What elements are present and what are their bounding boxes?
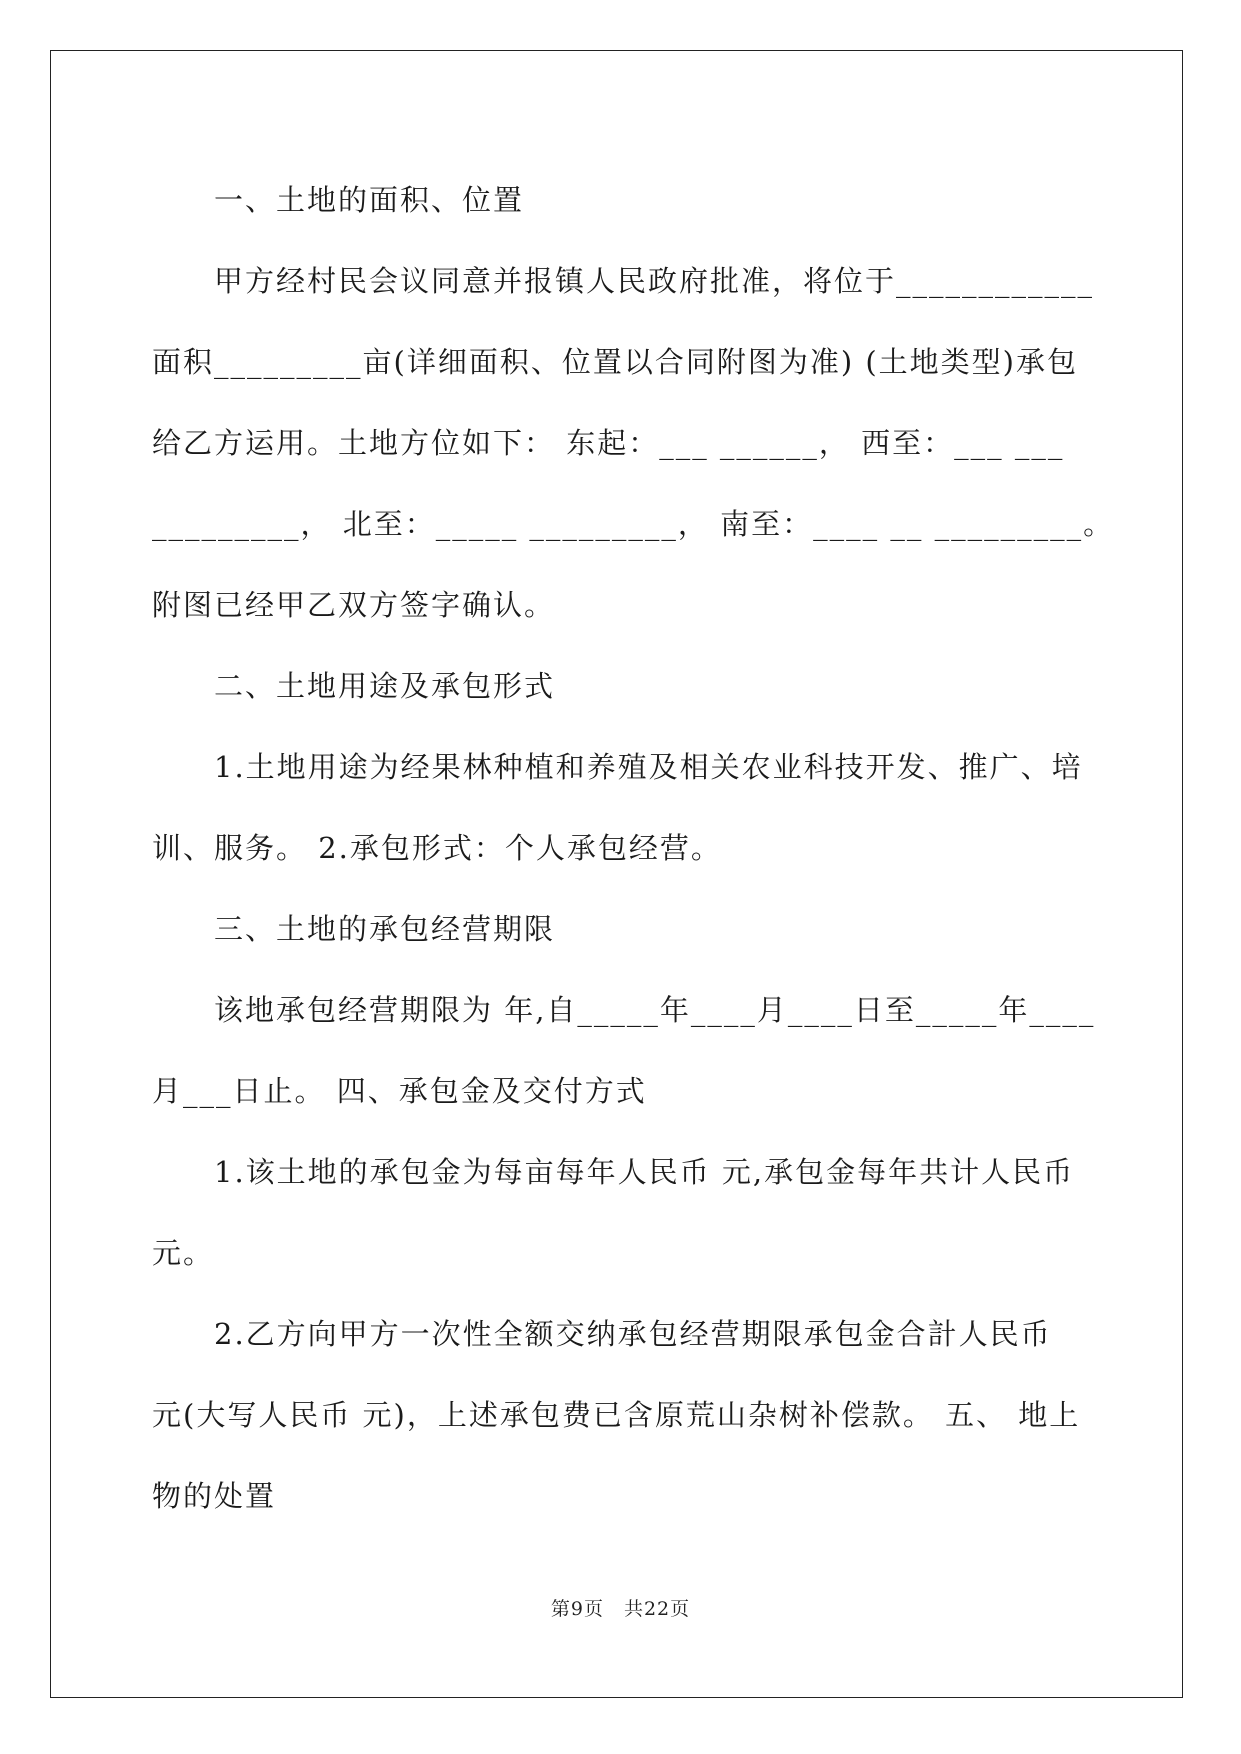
paragraph-line: 训、服务。 2.承包形式：个人承包经营。: [152, 831, 722, 865]
paragraph-line: 元。: [152, 1236, 215, 1270]
paragraph-line: 2.乙方向甲方一次性全额交纳承包经营期限承包金合計人民币: [214, 1317, 1052, 1351]
section-heading-1: 一、土地的面积、位置: [214, 183, 525, 217]
paragraph-line: 1.该土地的承包金为每亩每年人民币 元,承包金每年共计人民币: [214, 1155, 1075, 1189]
paragraph-line: 元(大写人民币 元)，上述承包费已含原荒山杂树补偿款。 五、 地上: [152, 1398, 1081, 1432]
total-page-count: 共22页: [623, 1598, 691, 1620]
paragraph-line: _________， 北至：_____ _________， 南至：____ __ _________。: [152, 507, 1115, 541]
page-footer: [0, 1594, 1241, 1621]
current-page-number: 第9页: [550, 1598, 604, 1620]
section-heading-3: 三、土地的承包经营期限: [214, 912, 556, 946]
document-body: [152, 160, 1115, 1537]
paragraph-line: 面积_________亩(详细面积、位置以合同附图为准) (土地类型)承包: [152, 345, 1078, 379]
paragraph-line: 该地承包经营期限为 年,自_____年____月____日至_____年____: [214, 993, 1096, 1027]
paragraph-line: 甲方经村民会议同意并报镇人民政府批准，将位于____________: [214, 264, 1095, 298]
paragraph-line: 月___日止。 四、承包金及交付方式: [152, 1074, 647, 1108]
paragraph-line: 物的处置: [152, 1479, 277, 1513]
paragraph-line: 1.土地用途为经果林种植和养殖及相关农业科技开发、推广、培: [214, 750, 1083, 784]
section-heading-2: 二、土地用途及承包形式: [214, 669, 556, 703]
paragraph-line: 附图已经甲乙双方签字确认。: [152, 588, 556, 622]
paragraph-line: 给乙方运用。土地方位如下： 东起：___ ______， 西至：___ ___: [152, 426, 1065, 460]
